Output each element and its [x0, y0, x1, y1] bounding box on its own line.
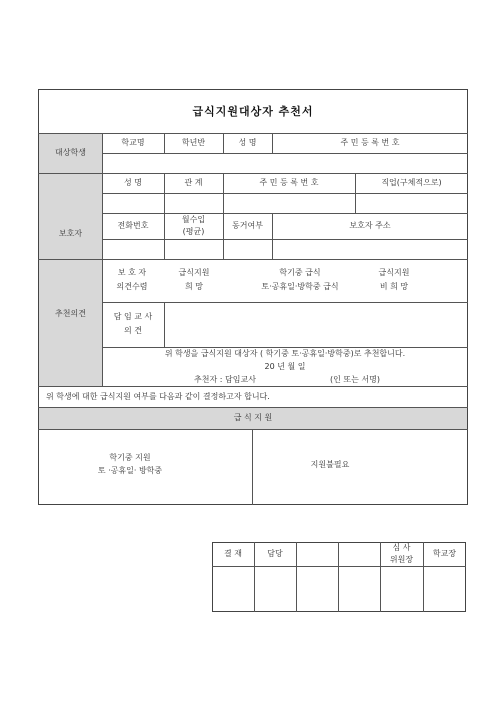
rule	[223, 213, 224, 259]
grade-class-header: 학년반	[181, 138, 206, 147]
opinion-guardian-b: 의견수렴	[116, 282, 148, 291]
decision-not-needed: 지원불필요	[310, 460, 350, 469]
rule	[102, 302, 468, 303]
recommend-side-label: 추천의견	[55, 309, 86, 318]
teacher-opinion-b: 의 견	[124, 326, 142, 335]
rule	[338, 542, 339, 612]
guardian-side-label: 보호자	[58, 229, 83, 238]
rule	[102, 239, 468, 240]
approval-principal: 학교장	[432, 549, 457, 558]
rule	[164, 302, 165, 347]
opinion-meal-b: 토·공휴일·방학중 급식	[261, 282, 339, 291]
rule	[252, 429, 253, 505]
school-name-header: 학교명	[121, 138, 145, 147]
decision-support-b: 토 ·공휴일· 방학중	[97, 466, 163, 475]
student-name-header: 성 명	[238, 138, 257, 147]
opinion-want-b: 희 망	[185, 282, 203, 291]
income-header-bottom: (평균)	[182, 227, 205, 236]
rule	[272, 213, 273, 259]
opinion-nowant-a: 급식지원	[378, 268, 410, 277]
guardian-name-header: 성 명	[124, 178, 142, 187]
rule	[38, 386, 468, 387]
relation-header: 관 계	[184, 178, 203, 187]
rule	[296, 542, 297, 612]
address-header: 보호자 주소	[349, 221, 391, 230]
approval-review-b: 위원장	[389, 555, 414, 564]
recommender: 추천자 : 담임교사	[194, 375, 256, 384]
student-id-header: 주 민 등 록 번 호	[340, 138, 400, 147]
approval-label: 결 재	[224, 549, 242, 558]
decision-statement: 위 학생에 대한 급식지원 여부를 다음과 같이 결정하고자 합니다.	[46, 392, 270, 401]
opinion-want-a: 급식지원	[178, 268, 210, 277]
rule	[102, 193, 468, 194]
rule	[212, 566, 466, 567]
occupation-header: 직업(구체적으로)	[381, 178, 442, 187]
student-side-label: 대상학생	[55, 148, 86, 157]
rule	[102, 347, 468, 348]
recommend-date: 20 년 월 일	[264, 362, 306, 371]
decision-header: 급 식 지 원	[233, 413, 273, 422]
rule	[38, 407, 468, 408]
approval-review-a: 심 사	[392, 543, 411, 552]
opinion-nowant-b: 비 희 망	[379, 282, 409, 291]
opinion-meal-a: 학기중 급식	[279, 268, 321, 277]
decision-support-a: 학기중 지원	[109, 453, 151, 462]
income-header-top: 월수입	[181, 215, 206, 224]
cohabit-header: 동거여부	[232, 221, 263, 230]
recommend-statement: 위 학생을 급식지원 대상자 ( 학기중 토·공휴일·방학중)로 추천합니다.	[164, 349, 406, 358]
rule	[102, 213, 468, 214]
rule	[102, 153, 468, 154]
signature-note: (인 또는 서명)	[330, 375, 380, 384]
form-title: 급식지원대상자 추천서	[192, 105, 314, 118]
rule	[38, 429, 468, 430]
opinion-guardian-a: 보 호 자	[117, 268, 147, 277]
phone-header: 전화번호	[117, 221, 149, 230]
guardian-id-header: 주 민 등 록 번 호	[259, 178, 319, 187]
approval-manager: 담당	[267, 549, 283, 558]
teacher-opinion-a: 담 임 교 사	[113, 312, 153, 321]
